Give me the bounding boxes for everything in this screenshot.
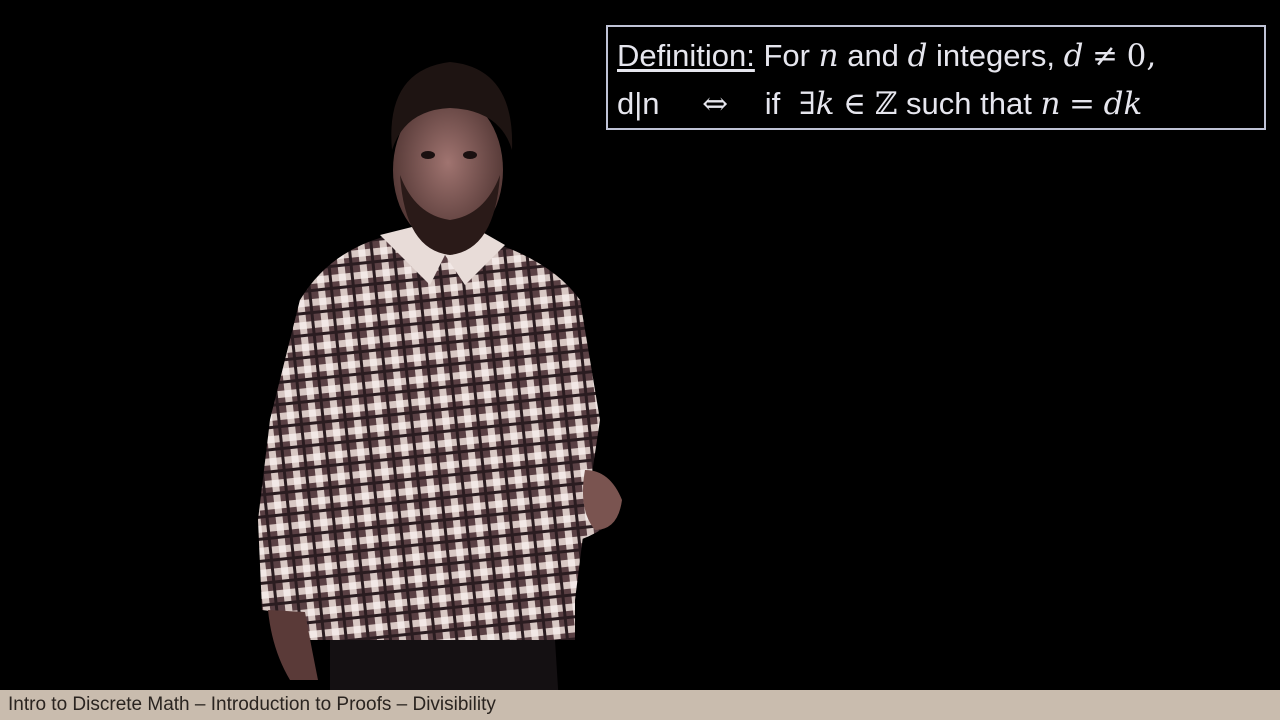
definition-line-2 (617, 80, 1264, 128)
text-for: For (763, 38, 810, 73)
element-of-symbol: ∈ (843, 86, 867, 122)
definition-label: Definition: (617, 38, 755, 73)
definition-line-1 (617, 32, 1264, 80)
divides-expression: d|n (617, 86, 660, 121)
var-dk: dk (1103, 86, 1143, 122)
integers-symbol: ℤ (874, 86, 898, 122)
var-d-2: d (1063, 38, 1084, 74)
definition-box (606, 25, 1266, 130)
var-k: k (815, 86, 835, 122)
var-d: d (907, 38, 928, 74)
text-such-that: such that (906, 86, 1032, 121)
zero-value: 0, (1126, 38, 1157, 74)
equals-symbol: = (1069, 86, 1096, 122)
var-n-2: n (1040, 86, 1061, 122)
text-integers: integers, (936, 38, 1055, 73)
exists-symbol: ∃ (798, 86, 816, 122)
text-if: if (764, 86, 781, 121)
lecture-title: Intro to Discrete Math – Introduction to Proofs – Divisibility (8, 694, 496, 715)
iff-symbol: ⇔ (702, 86, 729, 122)
lecture-title-bar (0, 690, 1280, 720)
not-equal-symbol: ≠ (1092, 38, 1119, 74)
text-and: and (847, 38, 899, 73)
var-n: n (818, 38, 839, 74)
